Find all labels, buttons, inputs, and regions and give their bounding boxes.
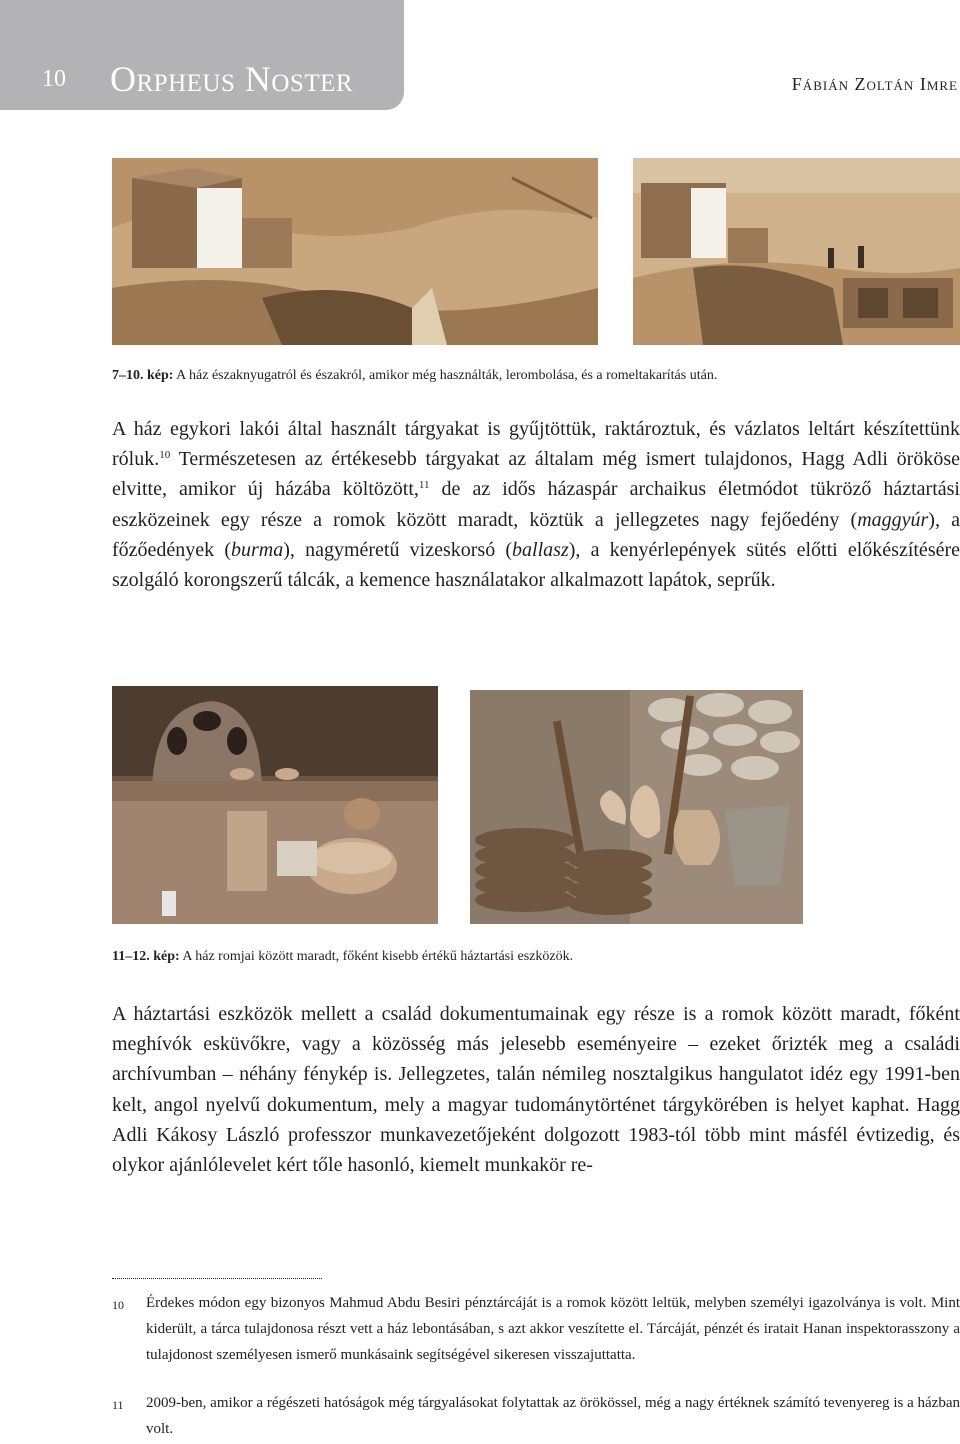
figure-caption-11-12 xyxy=(112,949,573,965)
term-maggyur: maggyúr xyxy=(857,508,929,531)
caption-label: 11–12. kép: xyxy=(112,949,180,964)
paragraph-text: Természetesen az értékesebb tárgyakat az általam még ismert tulajdonos, Hagg Adli örököse elvitte, amikor új házába költözött, xyxy=(112,448,960,501)
caption-text: A ház északnyugatról és északról, amikor még használták, lerombolása, és a romeltakarítás után. xyxy=(173,368,718,383)
paragraph-text: ), a főzőedények ( xyxy=(112,508,960,561)
footnote-ref-10[interactable]: 10 xyxy=(159,449,171,462)
page-number: 10 xyxy=(42,66,66,92)
paragraph-text: de az idős házaspár archaikus életmódot tükröző háztartási eszközeinek egy része a romok között maradt, köztük a jellegzetes nagy fejőedény ( xyxy=(112,478,960,531)
photo-oven-vessels xyxy=(112,686,438,924)
body-paragraph-1 xyxy=(112,414,960,595)
footnote-11: 2009-ben, amikor a régészeti hatóságok még tárgyalásokat folytattak az örökössel, még a nagy értéknek számító tevenyereg is a házban volt. xyxy=(146,1395,960,1437)
journal-title: Orpheus Noster xyxy=(110,59,354,99)
paragraph-text: A ház egykori lakói által használt tárgyakat is gyűjtöttük, raktároztuk, és vázlatos leltárt készítettünk róluk. xyxy=(112,418,960,471)
caption-label: 7–10. kép: xyxy=(112,368,174,383)
header-tab xyxy=(0,0,404,110)
paragraph-text: ), a kenyérlepények sütés előtti előkészítésére szolgáló korongszerű tálcák, a kemence használatakor alkalmazott lapátok, seprűk. xyxy=(112,538,960,592)
photo-house-north xyxy=(633,158,960,345)
caption-text: A ház romjai között maradt, főként kisebb értékű háztartási eszközök. xyxy=(179,949,574,964)
footnote-separator xyxy=(112,1278,322,1279)
body-paragraph-2: A háztartási eszközök mellett a család dokumentumainak egy része is a romok között maradt, főként meghívók esküvőkre, vagy a közösség más jelesebb eseményeire – ezeket őrizték meg a családi archívumban – néhány fénykép is. Jellegzetes, talán némileg nosztalgikus hangulatot idéz egy 1991-ben kelt, angol nyelvű dokumentum, mely a magyar tudománytörténet tárgykörében is helyet kaphat. Hagg Adli Kákosy László professzor munkavezetőjeként dolgozott 1983-tól több mint másfél évtizedig, és olykor ajánlólevelet kért tőle hasonló, kiemelt munkakör re- xyxy=(112,1003,960,1177)
footnote-number: 11 xyxy=(112,1398,124,1412)
figure-caption-7-10 xyxy=(112,368,717,384)
author-name: Fábián Zoltán Imre xyxy=(791,74,958,94)
term-ballasz: ballasz xyxy=(512,538,569,561)
footnote-10: Érdekes módon egy bizonyos Mahmud Abdu Besiri pénztárcáját is a romok között leltük, melyben személyi igazolványa is volt. Mint kiderült, a tárca tulajdonosa részt vett a ház lebontásában, s azt akkor veszítette el. Tárcáját, pénzét és iratait Hanan inspektorasszony a tulajdonost személyesen ismerő munkásaink segítségével sikeresen visszajuttatta. xyxy=(146,1295,960,1363)
footnote-number: 10 xyxy=(112,1298,124,1312)
paragraph-text: ), nagyméretű vizeskorsó ( xyxy=(283,538,513,561)
term-burma: burma xyxy=(231,538,284,561)
footnote-ref-11[interactable]: 11 xyxy=(418,479,430,492)
photo-house-northwest xyxy=(112,158,598,345)
photo-bread-trays xyxy=(470,690,803,924)
